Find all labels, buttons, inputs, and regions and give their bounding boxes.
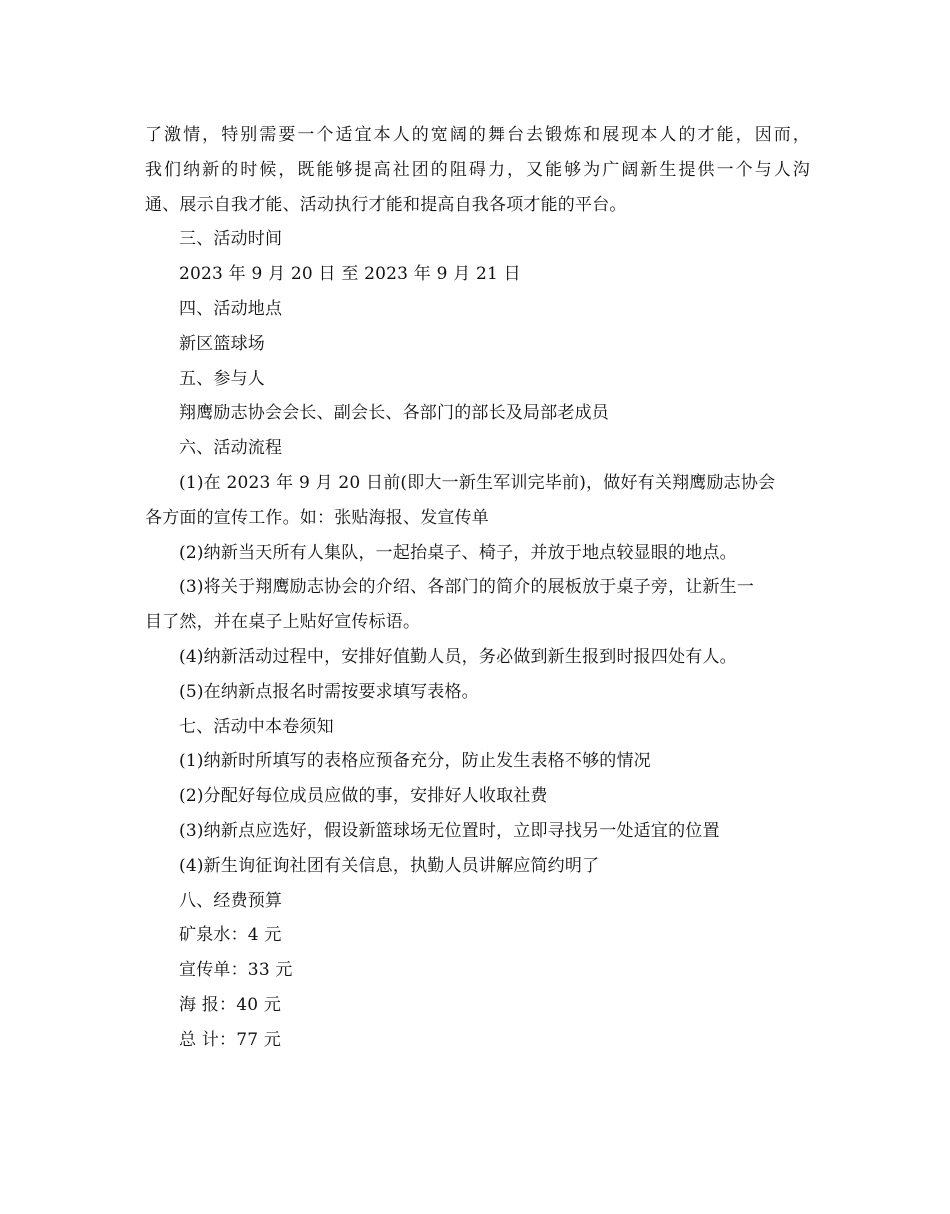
notice-item-4: (4)新生询征询社团有关信息，执勤人员讲解应简约明了	[179, 855, 600, 876]
section-3-heading: 三、活动时间	[179, 229, 283, 250]
notice-item-1: (1)纳新时所填写的表格应预备充分，防止发生表格不够的情况	[179, 751, 651, 772]
process-item-1-line-1: (1)在 2023 年 9 月 20 日前(即大一新生军训完毕前)，做好有关翔鹰励志协会	[179, 472, 776, 493]
participants-text: 翔鹰励志协会会长、副会长、各部门的部长及局部老成员	[179, 403, 609, 424]
process-item-1-line-2: 各方面的宣传工作。如：张贴海报、发宣传单	[145, 507, 489, 528]
section-7-heading: 七、活动中本卷须知	[179, 716, 334, 737]
budget-total: 总 计：77 元	[179, 1029, 282, 1050]
intro-line-1: 了激情，特别需要一个适宜本人的宽阔的舞台去锻炼和展现本人的才能，因而，	[145, 125, 810, 145]
process-item-3-line-1: (3)将关于翔鹰励志协会的介绍、各部门的简介的展板放于桌子旁，让新生一	[179, 577, 755, 598]
activity-location-text: 新区篮球场	[179, 333, 265, 354]
intro-line-3: 通、展示自我才能、活动执行才能和提高自我各项才能的平台。	[145, 194, 627, 215]
notice-item-2: (2)分配好每位成员应做的事，安排好人收取社费	[179, 786, 548, 807]
notice-item-3: (3)纳新点应选好，假设新篮球场无位置时，立即寻找另一处适宜的位置	[179, 820, 720, 841]
process-item-3-line-2: 目了然，并在桌子上贴好宣传标语。	[145, 612, 421, 633]
process-item-2: (2)纳新当天所有人集队，一起抬桌子、椅子，并放于地点较显眼的地点。	[179, 542, 737, 563]
section-5-heading: 五、参与人	[179, 368, 265, 389]
activity-time-text: 2023 年 9 月 20 日 至 2023 年 9 月 21 日	[179, 264, 521, 285]
process-item-5: (5)在纳新点报名时需按要求填写表格。	[179, 681, 479, 702]
budget-flyer: 宣传单：33 元	[179, 960, 293, 981]
section-8-heading: 八、经费预算	[179, 890, 283, 911]
budget-poster: 海 报：40 元	[179, 994, 282, 1015]
intro-line-2: 我们纳新的时候，既能够提高社团的阻碍力，又能够为广阔新生提供一个与人沟	[145, 159, 810, 180]
budget-water: 矿泉水：4 元	[179, 925, 282, 946]
section-6-heading: 六、活动流程	[179, 438, 283, 459]
document-body	[145, 118, 810, 1058]
section-4-heading: 四、活动地点	[179, 298, 283, 319]
process-item-4: (4)纳新活动过程中，安排好值勤人员，务必做到新生报到时报四处有人。	[179, 646, 737, 667]
